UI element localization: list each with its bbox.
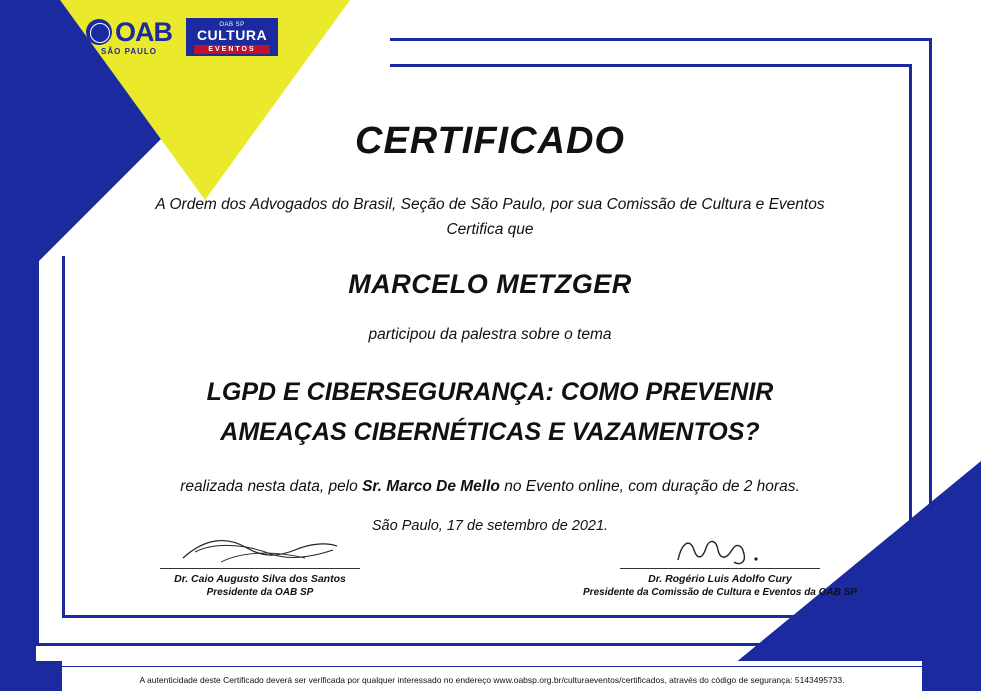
footer-divider xyxy=(62,666,922,667)
participation-text: participou da palestra sobre o tema xyxy=(368,325,612,343)
oab-logo-subtitle: SÃO PAULO xyxy=(101,46,157,56)
cultura-logo-main: CULTURA xyxy=(196,27,268,44)
page-title: CERTIFICADO xyxy=(355,120,625,162)
signature-row xyxy=(90,530,890,599)
frame-line-top-inner xyxy=(390,64,912,67)
event-details-prefix: realizada nesta data, pelo xyxy=(180,477,363,495)
place-and-date: São Paulo, 17 de setembro de 2021. xyxy=(371,517,609,534)
oab-seal-icon xyxy=(86,19,112,45)
event-details-suffix: no Evento online, com duração de 2 horas. xyxy=(499,477,800,495)
handwritten-signature-icon xyxy=(660,532,780,566)
frame-line-left-inner xyxy=(62,256,65,618)
oab-logo-text: OAB xyxy=(115,16,172,47)
intro-text: A Ordem dos Advogados do Brasil, Seção de São Paulo, por sua Comissão de Cultura e Eventos Certifica que xyxy=(155,196,825,238)
event-details xyxy=(90,478,890,496)
cultura-logo-eventos: EVENTOS xyxy=(194,45,270,54)
certificate-body xyxy=(90,120,890,534)
signature-block-president xyxy=(110,530,410,599)
signature-rule xyxy=(620,568,820,569)
cultura-eventos-logo xyxy=(186,18,278,56)
frame-line-right-outer xyxy=(929,38,932,638)
oab-logo xyxy=(86,16,172,56)
signature-block-commission-president xyxy=(570,530,870,599)
left-blue-strip xyxy=(0,0,36,691)
handwritten-signature-icon xyxy=(175,532,345,566)
lecture-title-line2: AMEAÇAS CIBERNÉTICAS E VAZAMENTOS? xyxy=(220,417,760,446)
signer-name: Dr. Rogério Luis Adolfo Cury xyxy=(648,573,792,585)
signature-mark-icon xyxy=(570,530,870,566)
recipient-name: MARCELO METZGER xyxy=(348,268,632,299)
signer-role: Presidente da Comissão de Cultura e Eventos da OAB SP xyxy=(583,587,857,599)
signer-name: Dr. Caio Augusto Silva dos Santos xyxy=(174,573,346,585)
frame-line-bottom-inner xyxy=(62,615,912,618)
lecture-title xyxy=(90,372,890,452)
footer-authenticity-note: A autenticidade deste Certificado deverá ser verificada por qualquer interessado no endereço www.oabsp.org.br/culturaeventos/certificados, através do código de segurança: 5143495733. xyxy=(139,675,845,685)
speaker-name: Sr. Marco De Mello xyxy=(362,477,500,495)
frame-line-right-inner xyxy=(909,64,912,612)
frame-line-top-outer xyxy=(390,38,932,41)
cultura-logo-top: OAB SP xyxy=(219,22,245,28)
frame-line-left-outer xyxy=(36,256,39,646)
lecture-title-line1: LGPD E CIBERSEGURANÇA: COMO PREVENIR xyxy=(206,377,774,406)
signature-mark-icon xyxy=(110,530,410,566)
signer-role: Presidente da OAB SP xyxy=(206,587,314,599)
signature-rule xyxy=(160,568,360,569)
logo-group xyxy=(86,18,278,56)
frame-line-bottom-outer xyxy=(36,643,806,646)
